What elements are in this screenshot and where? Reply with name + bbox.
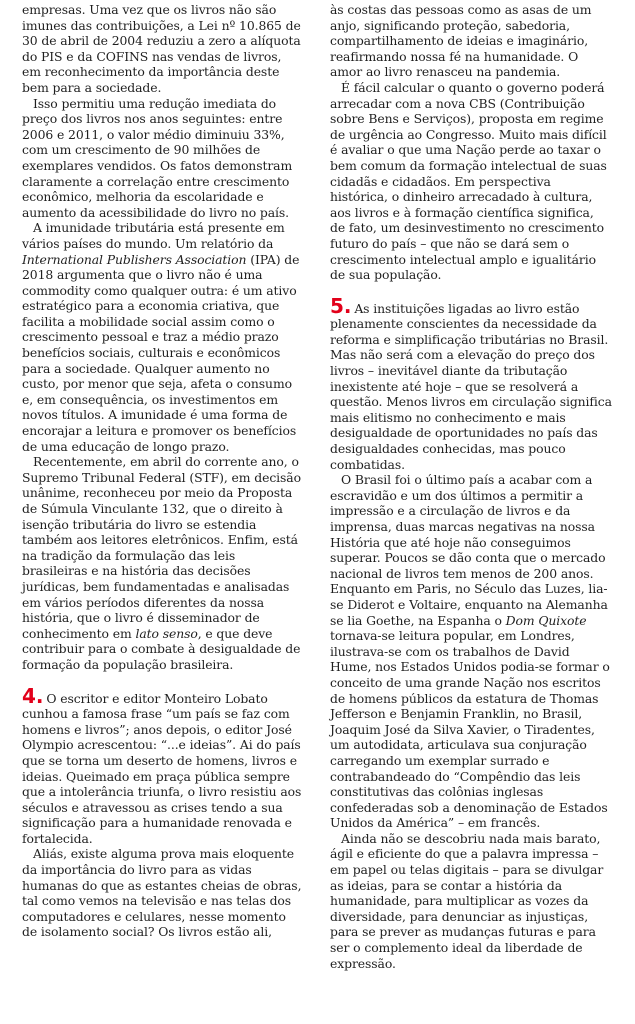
section-gap xyxy=(22,673,304,689)
paragraph: Aliás, existe alguma prova mais eloquente da importância do livro para as vidas humanas do que as estantes cheias de obras, tal como vemos na televisão e nas telas dos computadores e celulares, nesse momento de isolamento social? Os livros estão ali, xyxy=(22,846,302,940)
emphasis: International Publishers Association xyxy=(22,251,247,267)
right-column xyxy=(330,2,612,971)
emphasis: Dom Quixote xyxy=(505,612,587,628)
paragraph: A imunidade tributária está presente em vários países do mundo. Um relatório da International Publishers Association (IPA) de 2018 argumenta que o livro não é uma commodity como qualquer outra: é um ativo estratégico para a economia criativa, que facilita a mobilidade social assim como o crescimento pessoal e traz a médio prazo benefícios sociais, culturais e econômicos para a sociedade. Qualquer aumento no custo, por menor que seja, afeta o consumo e, em consequência, os investimentos em novos títulos. A imunidade é uma forma de encorajar a leitura e promover os benefícios de uma educação de longo prazo. xyxy=(22,220,300,454)
paragraph: empresas. Uma vez que os livros não são imunes das contribuições, a Lei nº 10.865 de 30 de abril de 2004 reduziu a zero a alíquota do PIS e da COFINS nas vendas de livros, em reconhecimento da importância deste bem para a sociedade. xyxy=(22,2,301,95)
paragraph: às costas das pessoas como as asas de um anjo, significando proteção, sabedoria, compartilhamento de ideias e imaginário, reafirmando nossa fé na humanidade. O amor ao livro renasceu na pandemia. xyxy=(330,2,592,80)
paragraph: Isso permitiu uma redução imediata do preço dos livros nos anos seguintes: entre 2006 e 2011, o valor médio diminuiu 33%, com um crescimento de 90 milhões de exemplares vendidos. Os fatos demonstram claramente a correlação entre crescimento econômico, melhoria da escolaridade e aumento da acessibilidade do livro no país. xyxy=(22,95,293,220)
paragraph: 4. O escritor e editor Monteiro Lobato cunhou a famosa frase “um país se faz com homens e livros”; anos depois, o editor José Olympio acrescentou: “...e ideias”. Ai do país que se torna um deserto de homens, livros e ideias. Queimado em praça pública sempre que a intolerância triunfa, o livro resistiu aos séculos e atravessou as crises tendo a sua significação para a humanidade renovada e fortalecida. xyxy=(22,683,302,846)
paragraph: Recentemente, em abril do corrente ano, o Supremo Tribunal Federal (STF), em decisão unânime, reconheceu por meio da Proposta de Súmula Vinculante 132, que o direito à isenção tributária do livro se estendia também aos leitores eletrônicos. Enfim, está na tradição da formulação das leis brasileiras e na história das decisões jurídicas, bem fundamentadas e analisadas em vários períodos diferentes da nossa história, que o livro é disseminador de conhecimento em lato senso, e que deve contribuir para o combate à desigualdade de formação da população brasileira. xyxy=(22,454,301,672)
paragraph: O Brasil foi o último país a acabar com a escravidão e um dos últimos a permitir a impressão e a circulação de livros e da imprensa, duas marcas negativas na nossa História que até hoje não conseguimos superar. Poucos se dão conta que o mercado nacional de livros tem menos de 200 anos. Enquanto em Paris, no Século das Luzes, lia-se Diderot e Voltaire, enquanto na Alemanha se lia Goethe, na Espanha o Dom Quixote tornava-se leitura popular, em Londres, ilustrava-se com os trabalhos de David Hume, nos Estados Unidos podia-se formar o conceito de uma grande Nação nos escritos de homens públicos da estatura de Thomas Jefferson e Benjamin Franklin, no Brasil, Joaquim José da Silva Xavier, o Tiradentes, um autodidata, articulava sua conjuração carregando um exemplar surrado e contrabandeado do “Compêndio das leis constitutivas das colônias inglesas confederadas sob a denominação de Estados Unidos da América” – em francês. xyxy=(330,472,610,831)
left-column xyxy=(22,2,304,940)
section-number: 5. xyxy=(330,293,352,318)
paragraph: Ainda não se descobriu nada mais barato, ágil e eficiente do que a palavra impressa – em papel ou telas digitais – para se divulgar as ideias, para se contar a história da humanidade, para multiplicar as vozes da diversidade, para denunciar as injustiças, para se prever as mudanças futuras e para ser o complemento ideal da liberdade de expressão. xyxy=(330,830,604,971)
paragraph: 5. As instituições ligadas ao livro estão plenamente conscientes da necessidade da reforma e simplificação tributárias no Brasil. Mas não será com a elevação do preço dos livros – inevitável diante da tributação inexistente até hoje – que se resolverá a questão. Menos livros em circulação significa mais elitismo no conhecimento e mais desigualdade de oportunidades no país das desigualdades conhecidas, mas pouco combatidas. xyxy=(330,293,612,472)
section-number: 4. xyxy=(22,683,44,708)
section-gap xyxy=(330,283,612,299)
paragraph: É fácil calcular o quanto o governo poderá arrecadar com a nova CBS (Contribuição sobre Bens e Serviços), proposta em regime de urgência ao Congresso. Muito mais difícil é avaliar o que uma Nação perde ao taxar o bem comum da formação intelectual de suas cidadãs e cidadãos. Em perspectiva histórica, o dinheiro arrecadado à cultura, aos livros e à formação científica significa, de fato, um desinvestimento no crescimento futuro do país – que não se dará sem o crescimento intelectual amplo e igualitário de sua população. xyxy=(330,79,607,283)
emphasis: lato senso xyxy=(135,625,198,641)
